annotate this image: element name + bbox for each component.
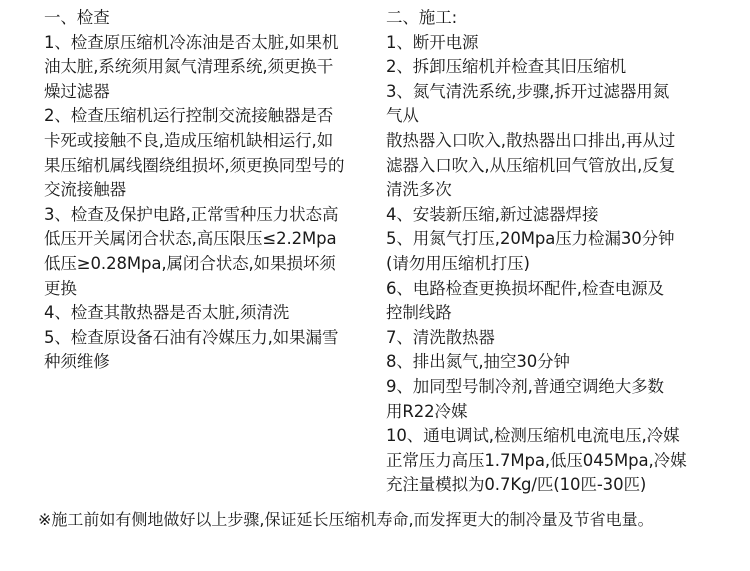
- inspection-line: 交流接触器: [44, 180, 127, 200]
- inspection-line: 5、检查原设备石油有冷媒压力,如果漏雪: [44, 327, 339, 347]
- construction-line: 8、排出氮气,抽空30分钟: [386, 352, 570, 372]
- inspection-line: 燥过滤器: [44, 81, 110, 101]
- construction-line: 散热器入口吹入,散热器出口排出,再从过: [386, 130, 676, 150]
- inspection-line: 种须维修: [44, 352, 110, 372]
- construction-line: 正常压力高压1.7Mpa,低压045Mpa,冷媒: [386, 450, 687, 470]
- construction-line: 5、用氮气打压,20Mpa压力检漏30分钟: [386, 229, 675, 249]
- construction-line: 1、断开电源: [386, 32, 479, 52]
- inspection-line: 2、检查压缩机运行控制交流接触器是否: [44, 106, 334, 126]
- inspection-column: [44, 6, 364, 375]
- inspection-line: 果压缩机属线圈绕组损坏,须更换同型号的: [44, 155, 345, 175]
- construction-line: 4、安装新压缩,新过滤器焊接: [386, 204, 599, 224]
- inspection-line: 1、检查原压缩机冷冻油是否太脏,如果机: [44, 32, 339, 52]
- construction-line: 3、氮气清洗系统,步骤,拆开过滤器用氮: [386, 81, 670, 101]
- construction-line: 9、加同型号制冷剂,普通空调绝大多数: [386, 376, 664, 396]
- construction-line: 10、通电调试,检测压缩机电流电压,冷媒: [386, 426, 680, 446]
- construction-column: [386, 6, 700, 498]
- inspection-heading: 一、检查: [44, 8, 110, 27]
- inspection-line: 3、检查及保护电路,正常雪种压力状态高: [44, 204, 339, 224]
- construction-line: 控制线路: [386, 303, 452, 323]
- construction-line: 清洗多次: [386, 180, 452, 200]
- construction-line: 6、电路检查更换损坏配件,检查电源及: [386, 278, 664, 298]
- inspection-line: 更换: [44, 278, 77, 298]
- inspection-line: 低压≥0.28Mpa,属闭合状态,如果损坏须: [44, 253, 336, 273]
- construction-line: 充注量模拟为0.7Kg/匹(10匹-30匹): [386, 475, 647, 495]
- construction-line: 2、拆卸压缩机并检查其旧压缩机: [386, 57, 626, 77]
- inspection-line: 油太脏,系统须用氮气清理系统,须更换干: [44, 57, 334, 77]
- construction-heading: 二、施工:: [386, 8, 458, 27]
- inspection-line: 低压开关属闭合状态,高压限压≤2.2Mpa: [44, 229, 337, 249]
- construction-line: 用R22冷媒: [386, 401, 468, 421]
- construction-line: 气从: [386, 106, 419, 126]
- footer-note: ※施工前如有侧地做好以上步骤,保证延长压缩机寿命,而发挥更大的制冷量及节省电量。: [38, 510, 654, 529]
- construction-line: (请勿用压缩机打压): [386, 253, 530, 273]
- inspection-line: 卡死或接触不良,造成压缩机缺相运行,如: [44, 130, 334, 150]
- construction-line: 滤器入口吹入,从压缩机回气管放出,反复: [386, 155, 676, 175]
- inspection-line: 4、检查其散热器是否太脏,须清洗: [44, 303, 290, 323]
- construction-line: 7、清洗散热器: [386, 327, 495, 347]
